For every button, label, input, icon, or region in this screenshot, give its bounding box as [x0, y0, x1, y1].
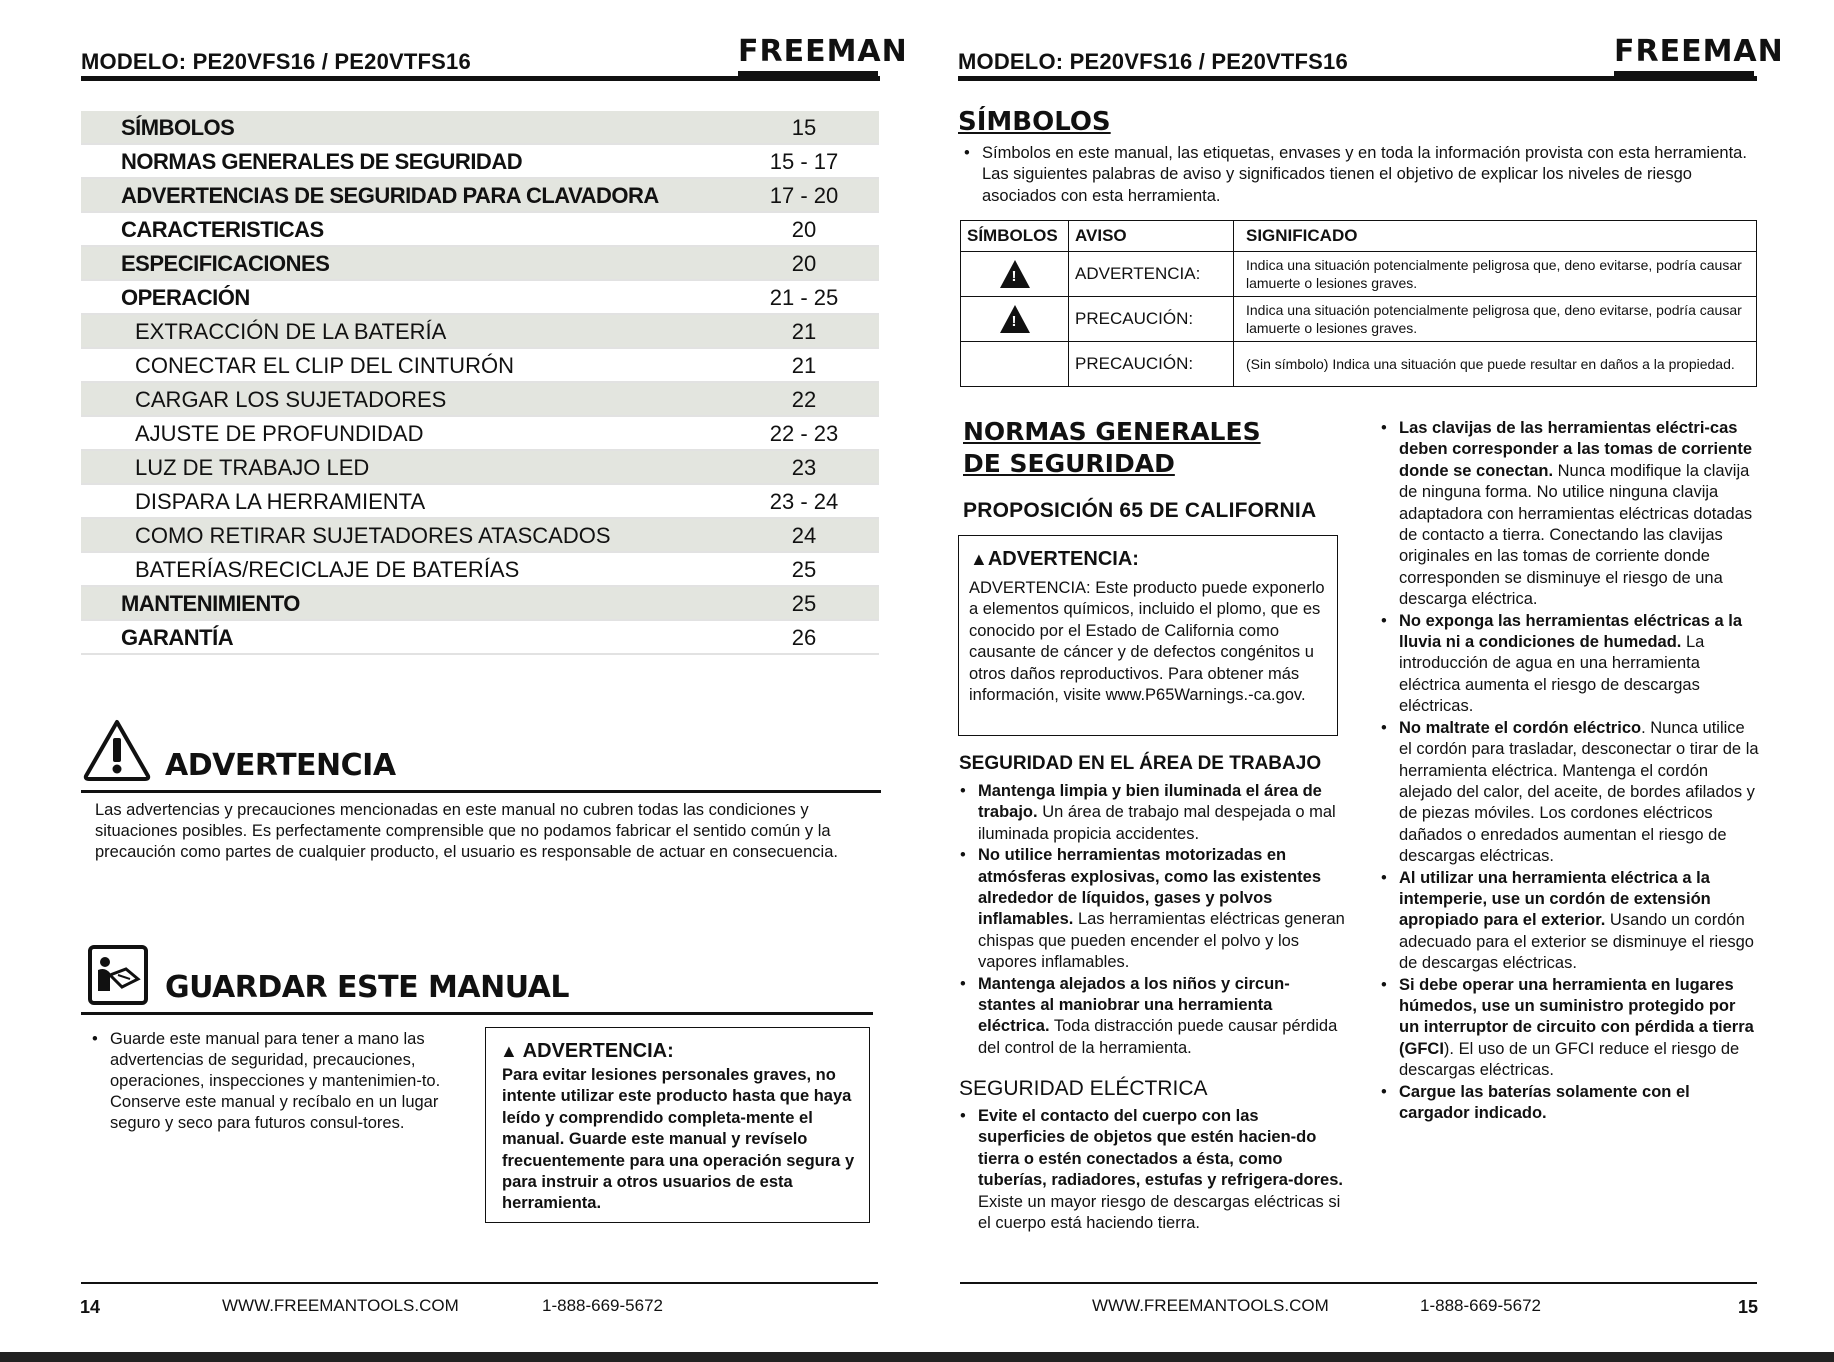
toc-row — [81, 382, 879, 416]
guardar-warning-title: ADVERTENCIA — [522, 1040, 668, 1062]
list-item-bold: No exponga las herramientas eléctricas a la lluvia ni a condiciones de humedad. — [1399, 611, 1742, 652]
advertencia-heading: ADVERTENCIA — [165, 748, 396, 783]
list-item — [1381, 418, 1759, 611]
toc-row — [81, 484, 879, 518]
list-item — [1381, 611, 1759, 718]
aviso-cell: PRECAUCIÓN: — [1069, 342, 1234, 387]
list-item-bold: Las clavijas de las herramientas eléctri-cas deben corresponder a las tomas de corriente donde se conectan. — [1399, 419, 1753, 480]
toc-row — [81, 246, 879, 280]
bottom-edge — [0, 1352, 1834, 1362]
toc-row — [81, 450, 879, 484]
warning-triangle-icon: ▲ — [970, 549, 988, 569]
header-aviso: AVISO — [1069, 221, 1234, 252]
toc-page: 25 — [729, 586, 879, 620]
warning-icon — [82, 718, 152, 782]
phone-number: 1-888-669-5672 — [1420, 1296, 1541, 1315]
toc-label: BATERÍAS/RECICLAJE DE BATERÍAS — [81, 552, 729, 586]
list-item — [960, 974, 1345, 1060]
toc-label: LUZ DE TRABAJO LED — [81, 450, 729, 484]
list-item — [960, 845, 1345, 973]
model-header: MODELO: PE20VFS16 / PE20VTFS16 — [958, 49, 1348, 74]
list-item — [1381, 975, 1759, 1082]
toc-row — [81, 314, 879, 348]
list-item-bold: Si debe operar una herramienta en lugares húmedos, use un suministro protegido por un interruptor de circuito con pérdida a tierra (GFCI — [1399, 975, 1754, 1058]
list-item-bold: Evite el contacto del cuerpo con las superficies de objetos que estén hacien-do tierra o estén conectados a ésta, como tuberías, radiadores, estufas y refrigera-dores. — [978, 1107, 1343, 1190]
toc-label: CARGAR LOS SUJETADORES — [81, 382, 729, 416]
toc-row — [81, 586, 879, 620]
freeman-logo — [738, 34, 908, 76]
aviso-cell: PRECAUCIÓN: — [1069, 297, 1234, 342]
website-link[interactable]: WWW.FREEMANTOOLS.COM — [222, 1296, 459, 1315]
logo-text: FREEMAN — [1614, 34, 1784, 69]
list-item — [1381, 1082, 1759, 1125]
list-item-text: Toda distracción puede causar pérdida del control de la herramienta. — [978, 1017, 1338, 1057]
toc-page: 21 — [729, 348, 879, 382]
advertencia-rule — [81, 790, 881, 793]
toc-page: 26 — [729, 620, 879, 654]
page-number: 14 — [80, 1297, 101, 1317]
logo-text: FREEMAN — [738, 34, 908, 69]
list-item — [960, 781, 1345, 845]
toc-row — [81, 552, 879, 586]
toc-label: AJUSTE DE PROFUNDIDAD — [81, 416, 729, 450]
significado-cell: (Sin símbolo) Indica una situación que puede resultar en daños a la propiedad. — [1234, 342, 1757, 387]
list-item-text: Las herramientas eléctricas generan chispas que pueden encender el polvo y los vapores inflamables. — [978, 910, 1345, 972]
toc-label: GARANTÍA — [81, 620, 729, 654]
footer-rule — [81, 1282, 878, 1284]
toc-page: 15 - 17 — [729, 144, 879, 178]
toc-page: 22 — [729, 382, 879, 416]
list-item-bold: Mantenga limpia y bien iluminada el área de trabajo. — [978, 782, 1322, 822]
header-rule — [958, 76, 1757, 81]
guardar-warning-title-row: ▲ ADVERTENCIA: — [500, 1040, 674, 1062]
toc-label: DISPARA LA HERRAMIENTA — [81, 484, 729, 518]
electrica-list-continued — [1381, 418, 1759, 1124]
list-item-text: Nunca modifique la clavija de ninguna forma. No utilice ninguna clavija adaptadora con herramientas eléctricas dotadas de contacto a tierra. Conectando las clavijas originales en las tomas de corriente donde corresponden se disminuye el riesgo de una descarga eléctrica. — [1399, 461, 1753, 609]
toc-label: EXTRACCIÓN DE LA BATERÍA — [81, 314, 729, 348]
warning-triangle-icon: ! — [1000, 305, 1030, 333]
toc-label: CARACTERISTICAS — [81, 212, 729, 246]
list-item-text: ). El uso de un GFCI reduce el riesgo de descargas eléctricas. — [1399, 1039, 1740, 1080]
list-item-bold: Al utilizar una herramienta eléctrica a la intemperie, use un cordón de extensión apropiado para el exterior. — [1399, 868, 1711, 930]
toc-page: 23 - 24 — [729, 484, 879, 518]
advertencia-body: Las advertencias y precauciones mencionadas en este manual no cubren todas las condiciones y situaciones posibles. Es perfectamente comprensible que no podamos fabricar el sentido común y la precaución como partes de cualquier producto, el usuario es responsable de actuar en consecuencia. — [95, 801, 838, 861]
phone-number: 1-888-669-5672 — [542, 1296, 663, 1315]
toc-page: 17 - 20 — [729, 178, 879, 212]
toc-row — [81, 212, 879, 246]
toc-page: 20 — [729, 246, 879, 280]
simbolos-intro: • Símbolos en este manual, las etiquetas, envases y en toda la información provista con esta herramienta. Las siguientes palabras de aviso y significados tienen el objetivo de explicar los niveles de riesgo asociados con esta herramienta. — [964, 143, 1754, 207]
significado-cell: Indica una situación potencialmente peligrosa que, deno evitarse, podría causar lamuerte o lesiones graves. — [1234, 252, 1757, 297]
guardar-rule — [81, 1012, 873, 1015]
area-list — [960, 781, 1345, 1059]
page-number: 15 — [1738, 1297, 1759, 1317]
toc-label: MANTENIMIENTO — [81, 586, 729, 620]
toc-page: 23 — [729, 450, 879, 484]
toc-row — [81, 620, 879, 654]
list-item-text: . Nunca utilice el cordón para trasladar, desconectar o tirar de la herramienta eléctrica. Mantenga el cordón alejado del calor, del aceite, de bordes afilados y de piezas móviles. Los cordones eléctricos dañados o enredados aumentan el riesgo de descargas eléctricas. — [1399, 718, 1759, 866]
electrica-list — [960, 1106, 1345, 1234]
toc-row — [81, 178, 879, 212]
normas-heading-line2: DE SEGURIDAD — [963, 449, 1175, 478]
guardar-warning-box — [485, 1027, 870, 1223]
toc-page: 24 — [729, 518, 879, 552]
toc-row — [81, 111, 879, 144]
warning-triangle-icon: ▲ — [500, 1041, 518, 1061]
area-heading: SEGURIDAD EN EL ÁREA DE TRABAJO — [959, 753, 1322, 774]
toc-page: 21 - 25 — [729, 280, 879, 314]
list-item-bold: No maltrate el cordón eléctrico — [1399, 718, 1642, 737]
list-item-bold: No utilice herramientas motorizadas en atmósferas explosivas, como las existentes alrededor de líquidos, gases y polvos inflamables. — [978, 846, 1322, 929]
toc-label: SÍMBOLOS — [81, 111, 729, 144]
toc-label: ADVERTENCIAS DE SEGURIDAD PARA CLAVADORA — [81, 178, 729, 212]
list-item-text: Un área de trabajo mal despejada o mal iluminada propicia accidentes. — [978, 803, 1336, 843]
list-item-bold: Cargue las baterías solamente con el cargador indicado. — [1399, 1082, 1690, 1122]
guardar-heading: GUARDAR ESTE MANUAL — [165, 970, 569, 1005]
toc-row — [81, 348, 879, 382]
symbol-cell — [961, 252, 1069, 297]
toc-row — [81, 144, 879, 178]
prop65-warning-title: ADVERTENCIA: — [987, 548, 1139, 570]
header-rule — [81, 76, 880, 81]
symbols-table — [960, 220, 1757, 387]
prop65-warning-title-row — [970, 548, 1139, 571]
toc-label: ESPECIFICACIONES — [81, 246, 729, 280]
toc-page: 25 — [729, 552, 879, 586]
toc-page: 20 — [729, 212, 879, 246]
toc-label: CONECTAR EL CLIP DEL CINTURÓN — [81, 348, 729, 382]
toc-label: OPERACIÓN — [81, 280, 729, 314]
simbolos-intro-list — [964, 143, 1754, 207]
prop65-heading: PROPOSICIÓN 65 DE CALIFORNIA — [963, 499, 1317, 522]
list-item — [960, 1106, 1345, 1234]
simbolos-heading: SÍMBOLOS — [958, 107, 1111, 137]
guardar-list — [92, 1029, 460, 1134]
toc-row — [81, 280, 879, 314]
aviso-cell: ADVERTENCIA: — [1069, 252, 1234, 297]
website-link[interactable]: WWW.FREEMANTOOLS.COM — [1092, 1296, 1329, 1315]
normas-heading-line1: NORMAS GENERALES — [963, 417, 1261, 446]
warning-triangle-icon: ! — [1000, 260, 1030, 288]
toc-row — [81, 416, 879, 450]
toc-page: 15 — [729, 111, 879, 144]
symbol-cell — [961, 297, 1069, 342]
header-simbolos: SÍMBOLOS — [961, 221, 1069, 252]
electrica-heading: SEGURIDAD ELÉCTRICA — [959, 1077, 1208, 1100]
list-item — [1381, 718, 1759, 868]
toc-page: 22 - 23 — [729, 416, 879, 450]
freeman-logo — [1614, 34, 1784, 76]
list-item-bold: Mantenga alejados a los niños y circun-stantes al maniobrar una herramienta eléctrica. — [978, 974, 1290, 1036]
list-item-text: Existe un mayor riesgo de descargas eléctricas si el cuerpo está haciendo tierra. — [978, 1192, 1341, 1233]
table-of-contents — [81, 111, 879, 655]
list-item-text: La introducción de agua en una herramienta eléctrica aumenta el riesgo de descargas eléctricas. — [1399, 633, 1705, 716]
guardar-bullet: • Guarde este manual para tener a mano las advertencias de seguridad, precauciones, operaciones, inspecciones y mantenimien-to. Conserve este manual y recíbalo en un lugar seguro y seco para futuros consul-tores. — [92, 1029, 460, 1134]
list-item-text: Usando un cordón adecuado para el exterior se disminuye el riesgo de descargas eléctricas. — [1399, 911, 1754, 973]
header-significado: SIGNIFICADO — [1234, 221, 1757, 252]
model-header: MODELO: PE20VFS16 / PE20VTFS16 — [81, 49, 471, 74]
toc-label: NORMAS GENERALES DE SEGURIDAD — [81, 144, 729, 178]
toc-row — [81, 518, 879, 552]
list-item — [1381, 868, 1759, 975]
toc-label: COMO RETIRAR SUJETADORES ATASCADOS — [81, 518, 729, 552]
read-manual-icon — [88, 945, 148, 1005]
toc-page: 21 — [729, 314, 879, 348]
significado-cell: Indica una situación potencialmente peligrosa que, deno evitarse, podría causar lamuerte o lesiones graves. — [1234, 297, 1757, 342]
guardar-warning-body: Para evitar lesiones personales graves, no intente utilizar este producto hasta que haya leído y comprendido completa-mente el manual. Guarde este manual y revíselo frecuentemente para una operación segura y para instruir a otros usuarios de esta herramienta. — [502, 1066, 855, 1213]
symbol-cell — [961, 342, 1069, 387]
prop65-warning-body: ADVERTENCIA: Este producto puede exponerlo a elementos químicos, incluido el plomo, que es conocido por el Estado de California como causante de cáncer y de defectos congénitos u otros daños reproductivos. Para obtener más información, visite www.P65Warnings.-ca.gov. — [969, 579, 1325, 705]
footer-rule — [960, 1282, 1757, 1284]
